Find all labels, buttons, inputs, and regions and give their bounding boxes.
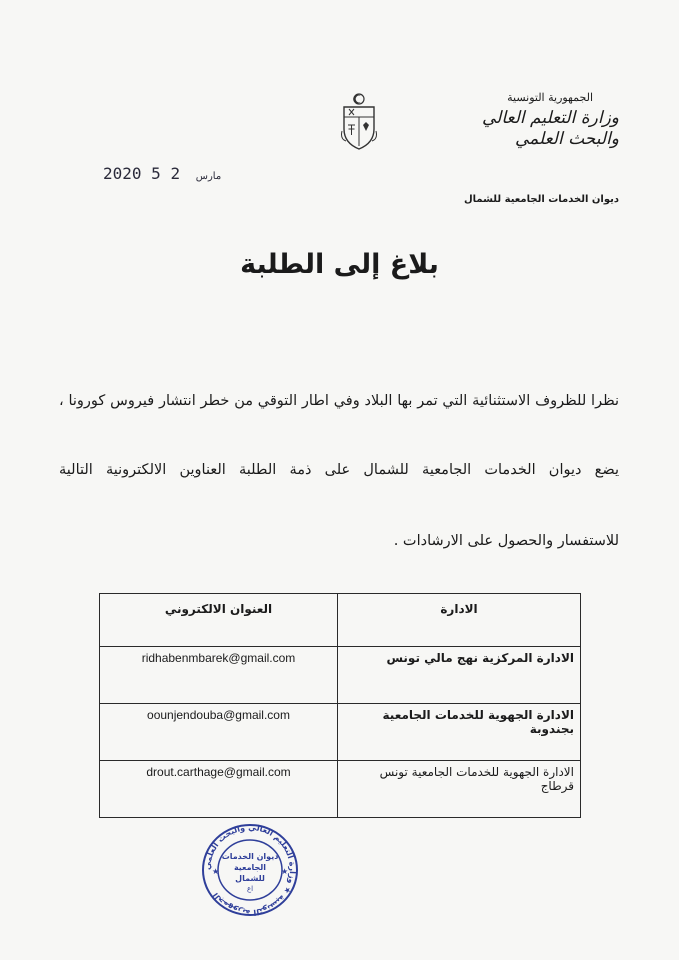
tunisia-coat-of-arms-icon bbox=[340, 91, 378, 153]
date-day: 2 5 bbox=[151, 164, 181, 183]
stamp-star-icon: ★ bbox=[281, 867, 289, 876]
header-ministry bbox=[469, 108, 619, 151]
body-line-3: للاستفسار والحصول على الارشادات . bbox=[393, 533, 619, 549]
stamp-line-3: للشمال bbox=[235, 874, 265, 883]
email-carthage[interactable]: drout.carthage@gmail.com bbox=[100, 761, 338, 818]
document-date bbox=[103, 164, 227, 183]
header-ministry-line2: والبحث العلمي bbox=[514, 129, 619, 150]
admin-central: الادارة المركزية نهج مالي تونس bbox=[338, 647, 581, 704]
table-row bbox=[100, 761, 581, 818]
table-row bbox=[100, 647, 581, 704]
admin-jendouba: الادارة الجهوية للخدمات الجامعية بجندوبة bbox=[338, 704, 581, 761]
stamp-star-icon: ★ bbox=[212, 867, 220, 876]
header-email: العنوان الالكتروني bbox=[100, 594, 338, 647]
stamp-line-4: اع bbox=[246, 885, 254, 893]
admin-carthage: الادارة الجهوية للخدمات الجامعية تونس قرطاج bbox=[338, 761, 581, 818]
stamp-line-2: الجامعية bbox=[233, 863, 267, 872]
notice-title: بلاغ إلى الطلبة bbox=[240, 249, 439, 280]
email-central[interactable]: ridhabenmbarek@gmail.com bbox=[100, 647, 338, 704]
table-row bbox=[100, 704, 581, 761]
stamp-ring-text: الجمهورية التونسية ★ وزارة التعليم العالي والبحث العلمي bbox=[202, 822, 298, 918]
header-office: ديوان الخدمات الجامعية للشمال bbox=[464, 194, 619, 205]
official-stamp bbox=[200, 822, 300, 918]
body-line-2: يضع ديوان الخدمات الجامعية للشمال على ذمة الطلبة العناوين الالكترونية التالية bbox=[59, 462, 619, 478]
table-header-row bbox=[100, 594, 581, 647]
contacts-table bbox=[99, 593, 581, 818]
stamp-line-1: ديوان الخدمات bbox=[221, 852, 279, 861]
header-republic: الجمهورية التونسية bbox=[507, 91, 593, 104]
header-admin: الادارة bbox=[338, 594, 581, 647]
date-year: 2020 bbox=[103, 164, 142, 183]
date-month: مارس bbox=[195, 171, 222, 182]
email-jendouba[interactable]: oounjendouba@gmail.com bbox=[100, 704, 338, 761]
body-line-1: نظرا للظروف الاستثنائية التي تمر بها البلاد وفي اطار التوقي من خطر انتشار فيروس كورونا ، bbox=[59, 393, 619, 409]
header-ministry-line1: وزارة التعليم العالي bbox=[481, 108, 619, 128]
